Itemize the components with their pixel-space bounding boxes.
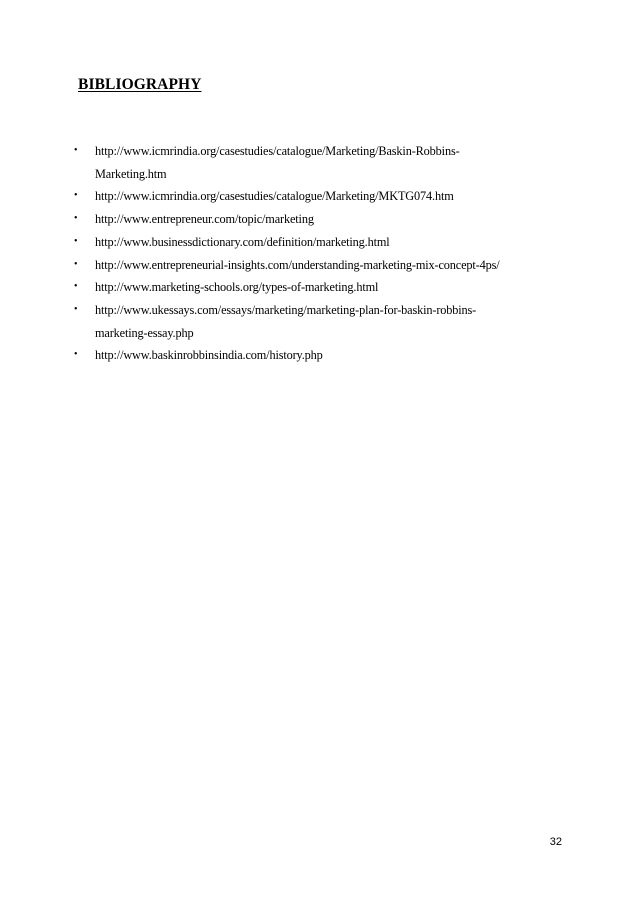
bullet-icon: • <box>74 190 78 202</box>
bullet-icon: • <box>74 349 78 361</box>
bullet-icon: • <box>74 303 78 315</box>
bibliography-link[interactable]: http://www.ukessays.com/essays/marketing/marketing-plan-for-baskin-robbins- <box>95 302 477 317</box>
bullet-icon: • <box>74 281 78 293</box>
bibliography-link[interactable]: http://www.icmrindia.org/casestudies/catalogue/Marketing/MKTG074.htm <box>95 189 454 204</box>
bibliography-link[interactable]: http://www.baskinrobbinsindia.com/history.php <box>95 348 323 363</box>
bibliography-entry[interactable] <box>74 299 558 344</box>
bibliography-entry[interactable] <box>74 208 558 231</box>
bullet-icon: • <box>74 235 78 247</box>
page-number: 32 <box>549 836 562 848</box>
bibliography-heading: BIBLIOGRAPHY <box>78 76 202 93</box>
bibliography-entry[interactable] <box>74 140 558 185</box>
bibliography-entry[interactable] <box>74 276 558 299</box>
bibliography-link[interactable]: http://www.marketing-schools.org/types-of-marketing.html <box>95 280 379 295</box>
bullet-icon: • <box>74 145 78 156</box>
bibliography-entry[interactable] <box>74 254 558 277</box>
bibliography-entry[interactable] <box>74 231 558 254</box>
bibliography-list <box>74 140 558 367</box>
bibliography-link[interactable]: http://www.entrepreneur.com/topic/marketing <box>95 212 314 227</box>
bullet-icon: • <box>74 258 78 270</box>
bullet-icon: • <box>74 213 78 225</box>
bibliography-entry[interactable] <box>74 185 558 208</box>
bibliography-link-continuation[interactable]: marketing-essay.php <box>95 325 194 340</box>
bibliography-link[interactable]: http://www.entrepreneurial-insights.com/understanding-marketing-mix-concept-4ps/ <box>95 257 500 272</box>
bibliography-entry[interactable] <box>74 344 558 367</box>
bibliography-link[interactable]: http://www.icmrindia.org/casestudies/catalogue/Marketing/Baskin-Robbins- <box>95 144 460 158</box>
bibliography-link-continuation[interactable]: Marketing.htm <box>95 166 167 181</box>
bibliography-link[interactable]: http://www.businessdictionary.com/definition/marketing.html <box>95 234 390 249</box>
